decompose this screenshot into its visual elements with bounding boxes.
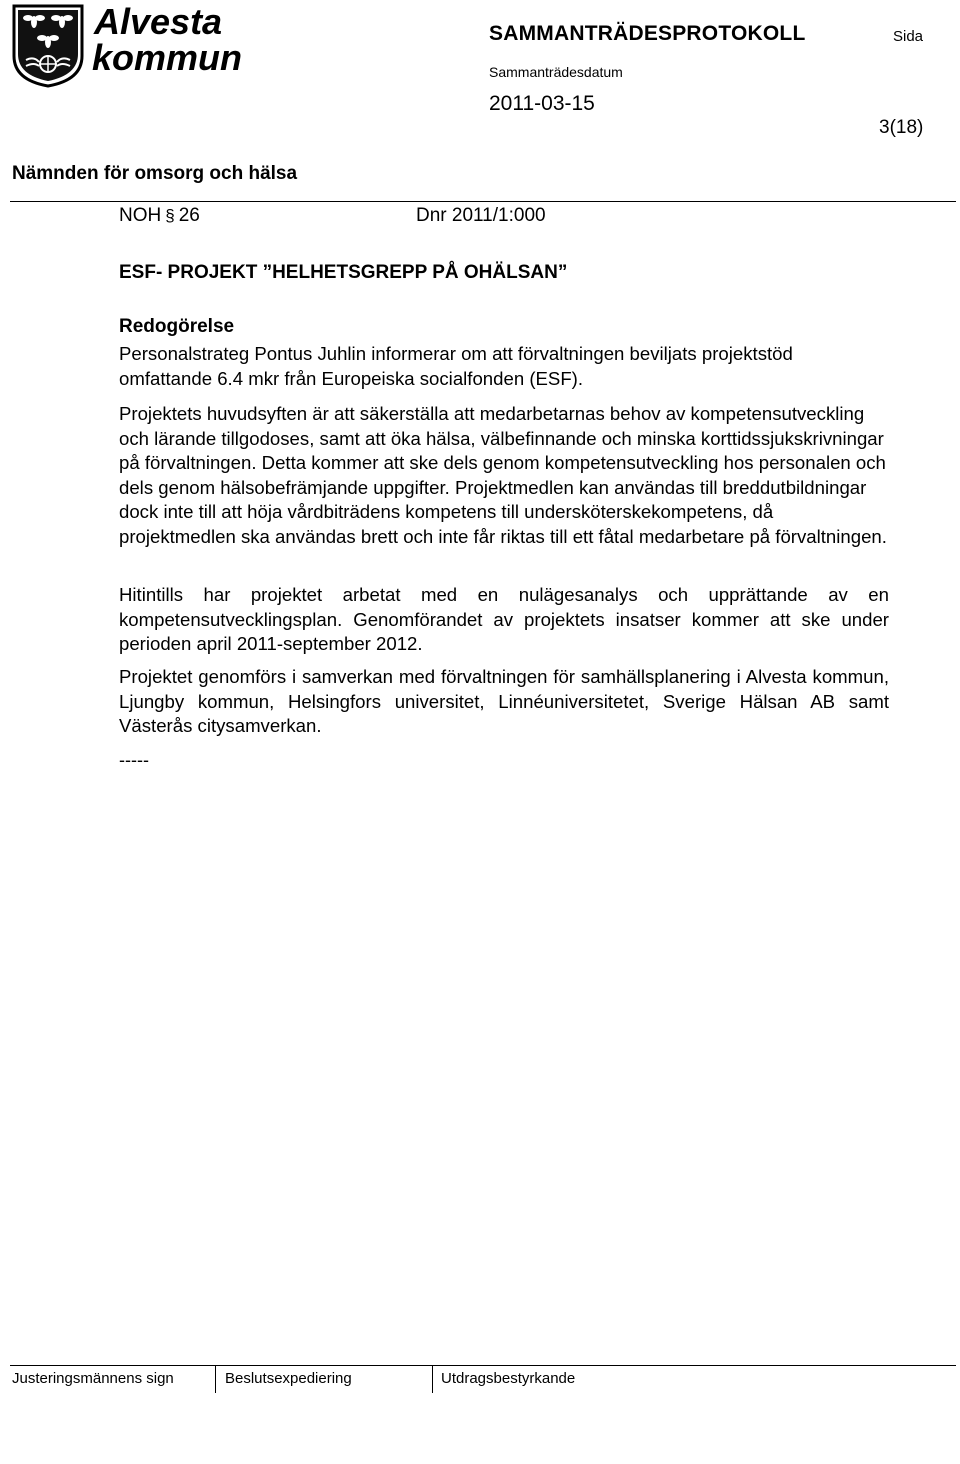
section-heading: Redogörelse (119, 316, 235, 337)
meeting-date: 2011-03-15 (489, 92, 595, 115)
section-symbol: § (165, 206, 175, 225)
end-marker: ----- (119, 750, 149, 770)
paragraph (119, 583, 889, 657)
paragraph-text: Personalstrateg Pontus Juhlin informerar om att förvaltningen beviljats projektstöd omfattande 6.4 mkr från Europeiska socialfonden (ESF). (119, 343, 793, 389)
svg-text:Alvesta: Alvesta (94, 1, 223, 42)
committee-name: Nämnden för omsorg och hälsa (12, 163, 298, 184)
paragraph (119, 402, 889, 549)
footer-cell-divider (215, 1365, 216, 1393)
footer-cell-divider (432, 1365, 433, 1393)
paragraph (119, 665, 889, 739)
footer-certification-label: Utdragsbestyrkande (441, 1370, 576, 1387)
paragraph-text: Projektets huvudsyften är att säkerställa att medarbetarnas behov av kompetensutveckling och lärande tillgodoses, samt att öka hälsa, välbefinnande och minska korttidssjukskrivningar på förvaltningen. Detta kommer att ske dels genom kompetensutveckling hos personalen och dels genom hälsobefrämjande uppgifter. Projektmedlen kan användas till breddutbildningar dock inte till att höja vårdbiträdens kompetens till undersköterskekompetens, då projektmedlen ska användas brett och inte får riktas till ett fåtal medarbetare på förvaltningen. (119, 403, 887, 547)
footer-signature-label: Justeringsmännens sign (12, 1370, 174, 1387)
coat-of-arms-logo (12, 4, 84, 88)
alvesta-kommun-wordmark (92, 0, 242, 80)
meeting-date-label: Sammanträdesdatum (489, 64, 623, 80)
page-number: 3(18) (879, 117, 924, 138)
dnr: Dnr 2011/1:000 (416, 205, 546, 226)
svg-text:kommun: kommun (92, 37, 242, 78)
case-title: ESF- PROJEKT ”HELHETSGREPP PÅ OHÄLSAN” (119, 262, 568, 283)
footer-divider (10, 1365, 956, 1366)
paragraph (119, 342, 889, 391)
case-number (119, 205, 200, 227)
case-prefix: NOH (119, 205, 162, 226)
paragraph-text: Hitintills har projektet arbetat med en nulägesanalys och upprättande av en kompetensutvecklingsplan. Genomförandet av projektets insatser kommer att ske under perioden april 2011-september 2012. (119, 584, 889, 654)
footer-dispatch-label: Beslutsexpediering (225, 1370, 352, 1387)
document-type: SAMMANTRÄDESPROTOKOLL (489, 22, 806, 45)
case-number-value: 26 (178, 205, 200, 226)
paragraph-text: Projektet genomförs i samverkan med förvaltningen för samhällsplanering i Alvesta kommun, Ljungby kommun, Helsingfors universitet, Linnéuniversitetet, Sverige Hälsan AB samt Västerås citysamverkan. (119, 666, 889, 736)
header-divider (10, 201, 956, 202)
page-label: Sida (893, 28, 924, 45)
